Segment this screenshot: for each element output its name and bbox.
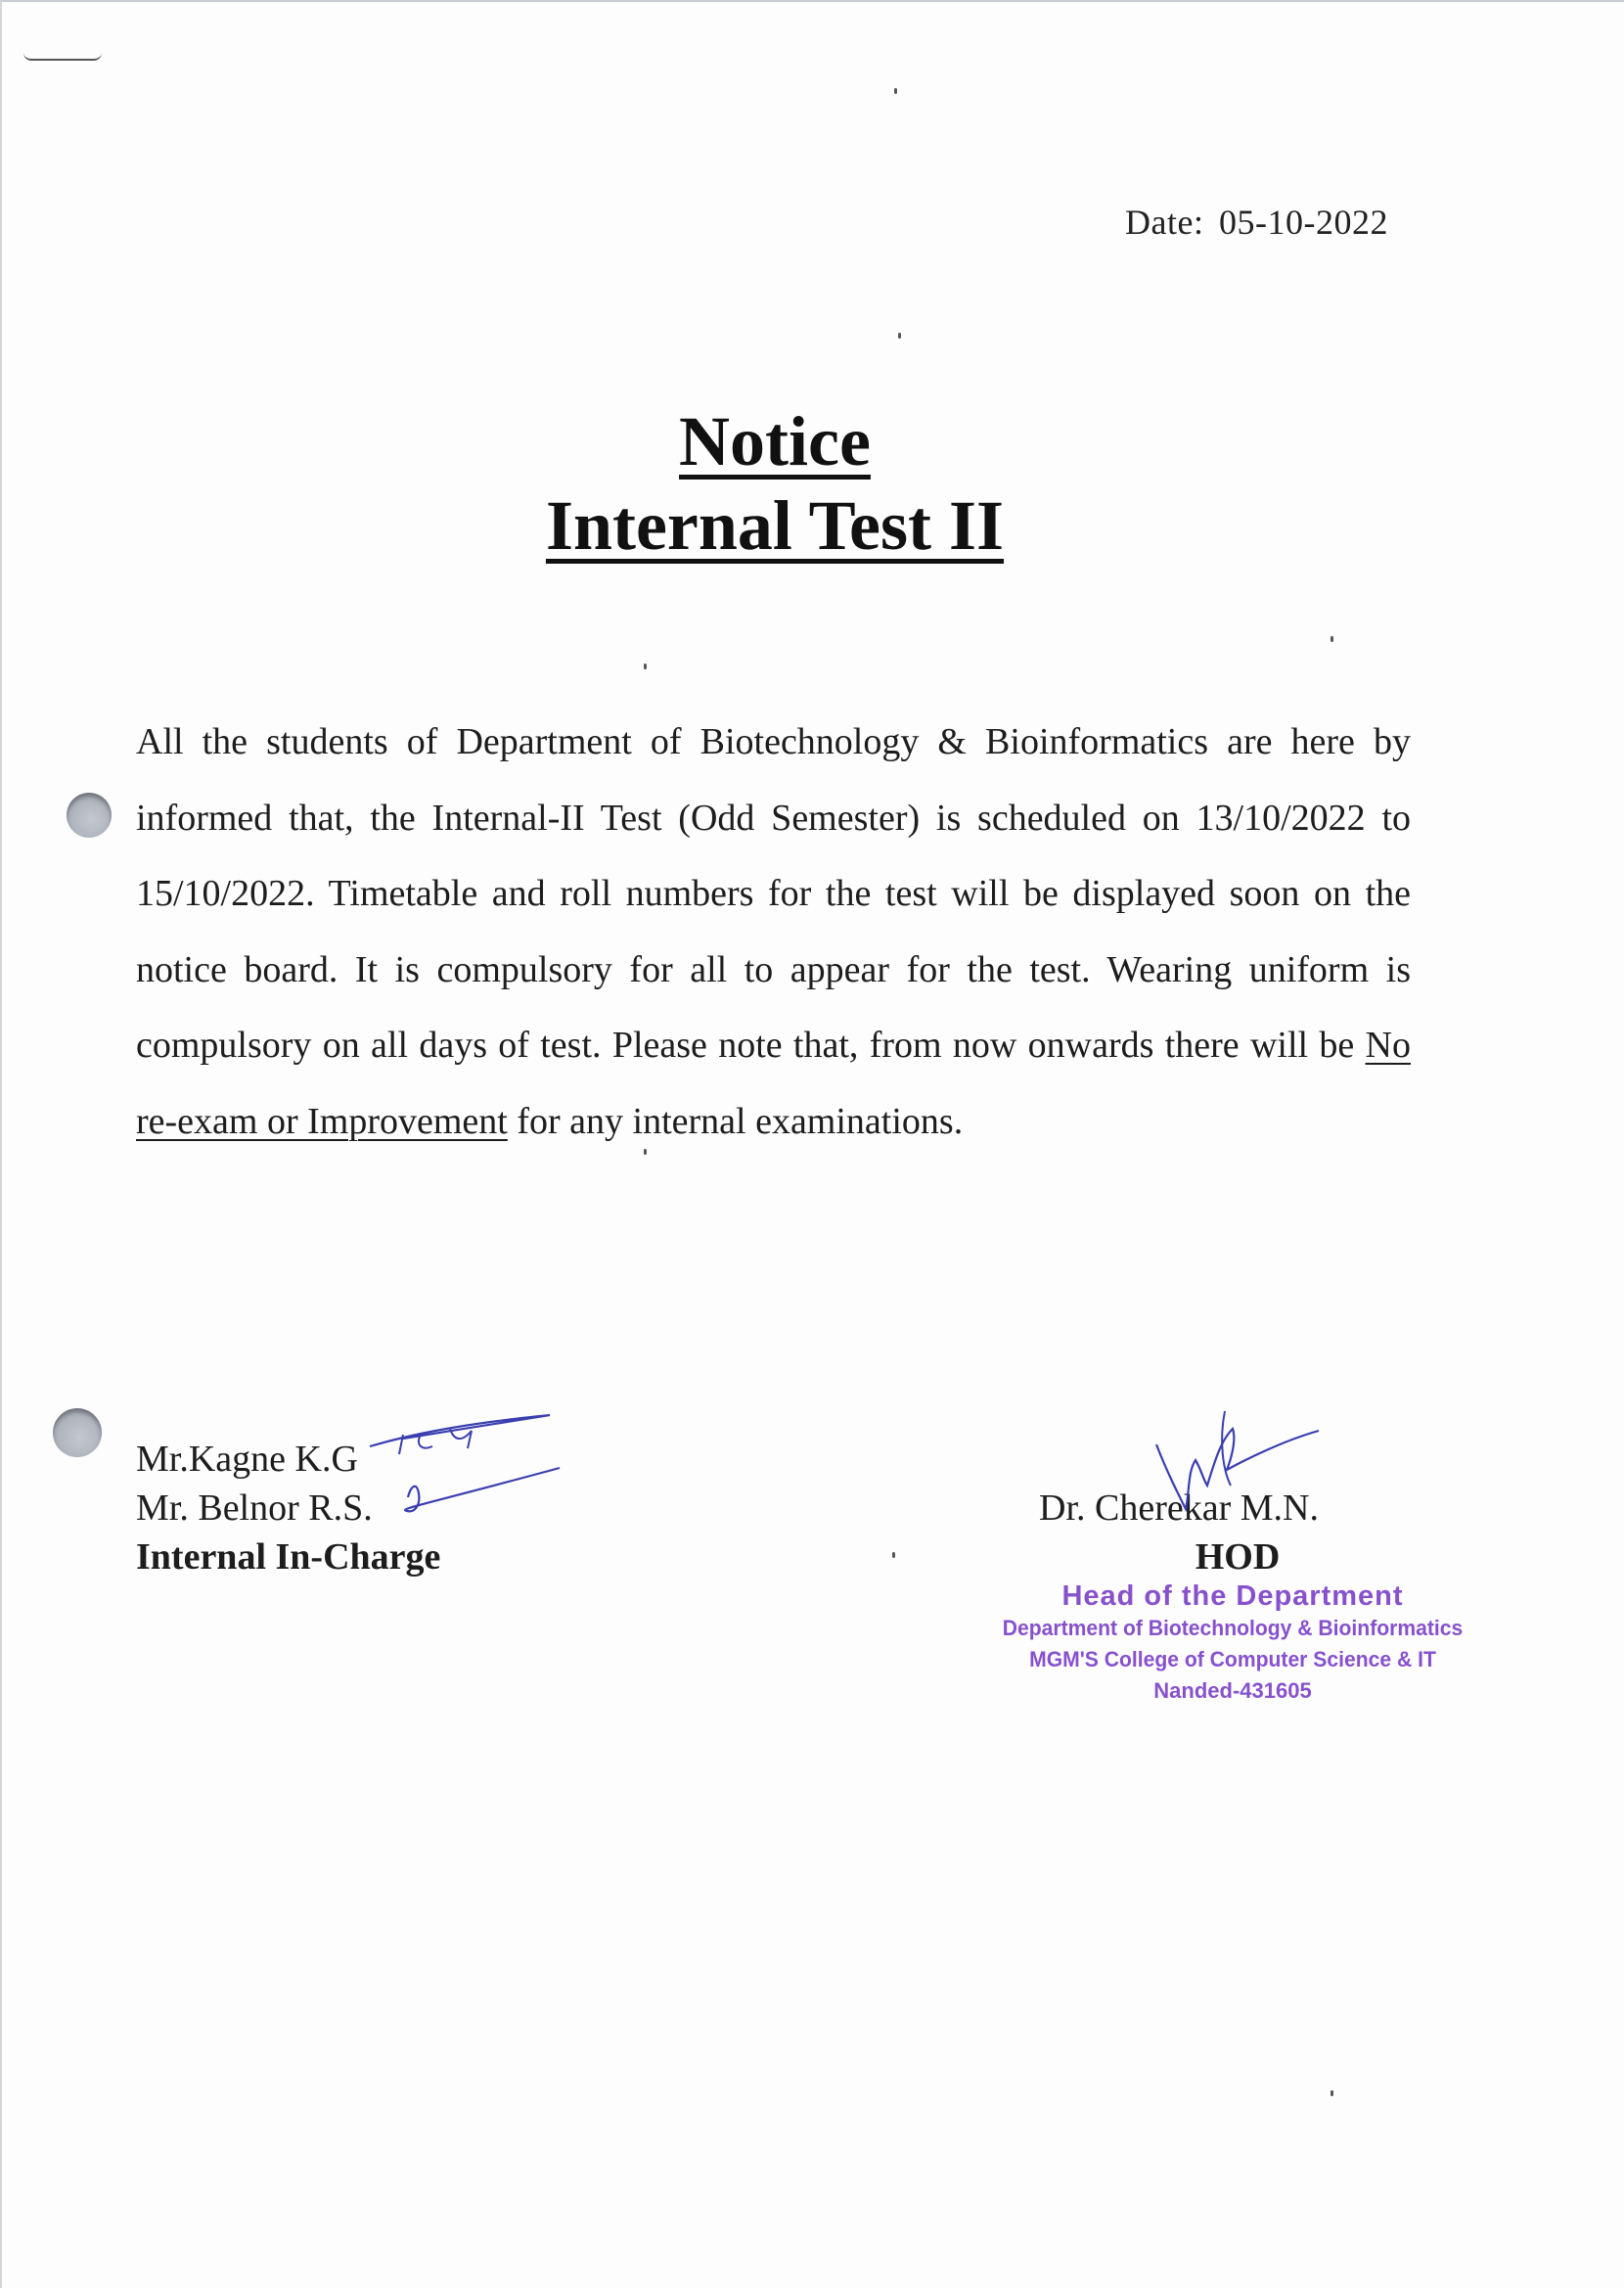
signatory-role: Internal In-Charge [136,1536,441,1578]
notice-subtitle: Internal Test II [545,486,1005,565]
hod-title: HOD [1195,1536,1281,1578]
body-text-underlined: No re-exam or Improvement [136,1025,1411,1142]
hod-name: Dr. Cherekar M.N. [1039,1487,1319,1529]
scan-speck [1331,2090,1333,2096]
notice-date [1125,202,1388,243]
title-block [2,399,1548,568]
scan-speck [644,1149,647,1155]
body-text-part2: for any internal examinations. [507,1100,964,1142]
scan-speck [892,1552,895,1558]
notice-title: Notice [679,402,871,480]
scan-speck [898,333,901,339]
date-label: Date: [1125,203,1204,242]
internal-in-charge-block [136,1435,440,1581]
notice-body [136,705,1411,1160]
signatory-name: Mr.Kagne K.G [136,1439,358,1480]
stamp-line: MGM'S College of Computer Science & IT [1029,1647,1436,1671]
department-stamp [959,1579,1507,1707]
signatory-name: Mr. Belnor R.S. [136,1487,373,1529]
stamp-line: Department of Biotechnology & Bioinformatics [1002,1616,1464,1640]
hod-block [1039,1484,1319,1581]
date-value: 05-10-2022 [1218,203,1388,242]
punch-hole-icon [53,1408,102,1457]
stamp-line: Nanded-431605 [1153,1678,1312,1703]
punch-hole-icon [67,793,112,838]
corner-mark [23,53,102,61]
scan-speck [644,664,647,669]
stamp-line: Head of the Department [1061,1580,1404,1612]
scan-speck [1331,636,1333,642]
body-text-part1: All the students of Department of Biotechnology & Bioinformatics are here by informed that, the Internal-II Test (Odd Semester) is scheduled on 13/10/2022 to 15/10/2022. Timetable and roll numbers for the test will be displayed soon on the notice board. It is compulsory for all to appear for the test. Wearing uniform is compulsory on all days of test. Please note that, from now onwards there will be [136,721,1411,1066]
scan-speck [894,88,897,94]
